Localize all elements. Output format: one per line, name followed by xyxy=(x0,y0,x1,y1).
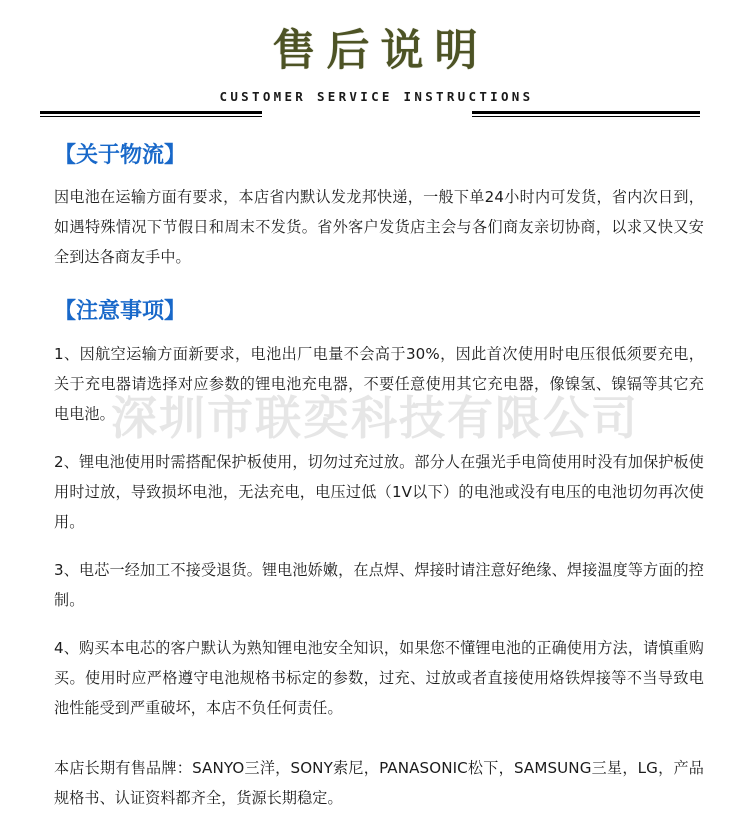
page-header xyxy=(0,0,750,104)
section-heading-logistics: 【关于物流】 xyxy=(54,142,187,168)
note-item: 2、锂电池使用时需搭配保护板使用，切勿过充过放。部分人在强光手电筒使用时没有加保护板使用时过放，导致损坏电池，无法充电，电压过低（1V以下）的电池或没有电压的电池切勿再次使用。 xyxy=(54,452,704,531)
company-watermark: 深圳市联奕科技有限公司 xyxy=(111,391,639,445)
note-item: 4、购买本电芯的客户默认为熟知锂电池安全知识，如果您不懂锂电池的正确使用方法，请慎重购买。使用时应严格遵守电池规格书标定的参数，过充、过放或者直接使用烙铁焊接等不当导致电池性能受到严重破坏，本店不负任何责任。 xyxy=(54,638,704,717)
note-item: 3、电芯一经加工不接受退货。锂电池娇嫩，在点焊、焊接时请注意好绝缘、焊接温度等方面的控制。 xyxy=(54,560,704,609)
divider-bar-thick xyxy=(40,111,262,114)
divider-rule-left xyxy=(40,111,262,119)
header-divider xyxy=(0,111,750,121)
section-notes xyxy=(54,298,704,813)
section-heading-notes: 【注意事项】 xyxy=(54,299,187,325)
divider-bar-thick xyxy=(472,111,700,114)
brands-availability-note: 本店长期有售品牌：SANYO三洋，SONY索尼，PANASONIC松下，SAMSUNG三星，LG，产品规格书、认证资料都齐全，货源长期稳定。 xyxy=(54,758,704,807)
section-logistics xyxy=(54,142,704,273)
page-subtitle: CUSTOMER SERVICE INSTRUCTIONS xyxy=(219,88,534,104)
divider-bar-thin xyxy=(40,116,262,117)
divider-bar-thin xyxy=(472,116,700,117)
note-item: 1、因航空运输方面新要求，电池出厂电量不会高于30%，因此首次使用时电压很低须要充电，关于充电器请选择对应参数的锂电池充电器，不要任意使用其它充电器，像镍氢、镍镉等其它充电电池。 xyxy=(54,344,704,423)
logistics-body-text: 因电池在运输方面有要求，本店省内默认发龙邦快递，一般下单24小时内可发货，省内次日到，如遇特殊情况下节假日和周末不发货。省外客户发货店主会与各们商友亲切协商，以求又快又安全到达各商友手中。 xyxy=(54,188,704,267)
divider-rule-right xyxy=(472,111,700,119)
page-title: 售后说明 xyxy=(272,26,489,76)
page-content xyxy=(0,142,750,813)
